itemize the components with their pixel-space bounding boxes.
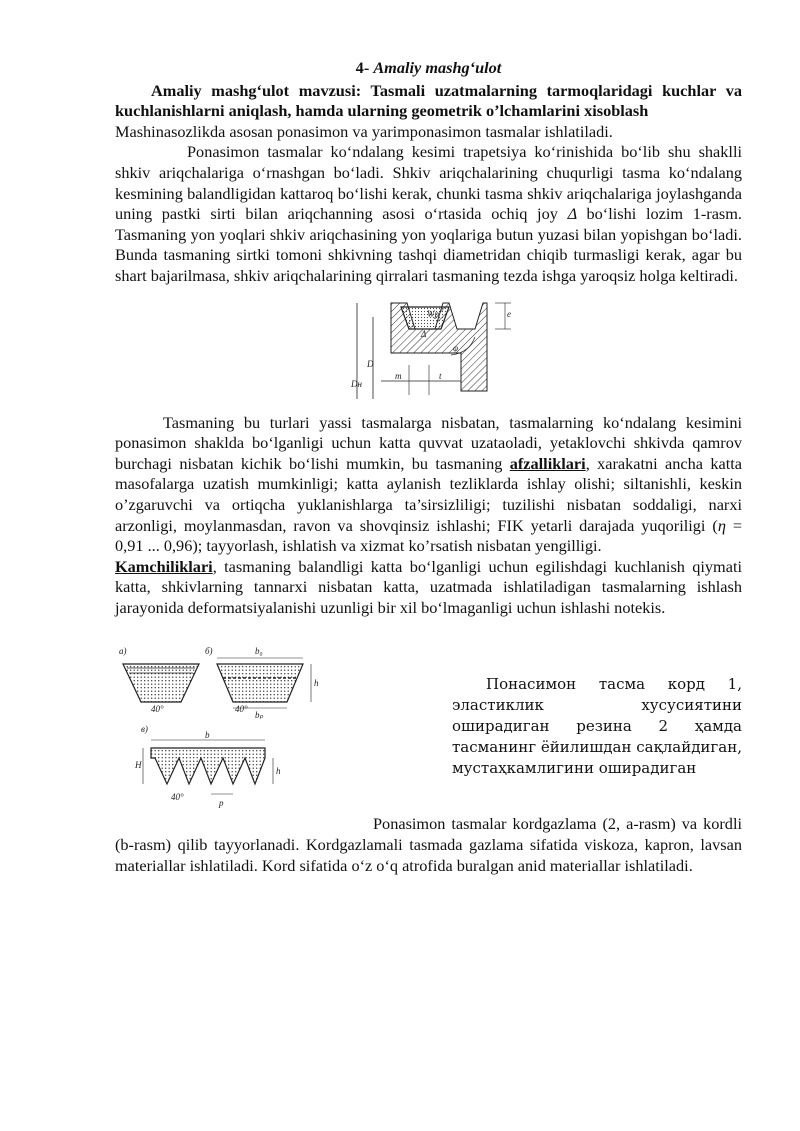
fig1-label-t: t	[439, 370, 442, 381]
fig1-label-Dn: Dн	[351, 378, 362, 389]
cyrillic-note: Понасимон тасма корд 1, эластиклик хусусиятини оширадиган резина 2 ҳамда тасманинг ёйилишдан сақлайдиган, мустаҳкамлигини оширадиган	[452, 675, 742, 778]
disadvantages-paragraph	[115, 557, 742, 619]
practice-heading	[115, 58, 742, 79]
advantages-intro: Tasmaning bu turlari yassi tasmalarga nisbatan, tasmalarning ko‘ndalang kesimini ponasimon shaklda bo‘lganligi uchun katta quvvat uzataoladi, yetaklovchi shkivda qamrov burchagi nisbatan kichik bo‘lishi mumkin, bu tasmaning	[115, 412, 742, 473]
fig2-label-b: б)	[205, 646, 213, 657]
topic-paragraph	[115, 81, 742, 122]
pulley-groove-figure	[351, 295, 516, 407]
disadvantages-keyword: Kamchiliklari	[115, 556, 213, 576]
fig2-angle-a: 40°	[151, 704, 164, 715]
intro-paragraph: Mashinasozlikda asosan ponasimon va yarimponasimon tasmalar ishlatiladi.	[115, 121, 613, 141]
fig1-label-delta: Δ	[421, 328, 427, 339]
fig2-label-v: в)	[141, 724, 148, 735]
belt-cross-section-figure	[115, 644, 365, 814]
fig2-label-a: а)	[119, 646, 127, 657]
fig1-label-wp: Wр	[427, 308, 439, 319]
advantages-paragraph	[115, 413, 742, 557]
fig1-label-e: e	[507, 308, 511, 319]
eta-symbol: η	[717, 515, 726, 535]
fig2-label-p: p	[219, 798, 224, 809]
cord-paragraph: Ponasimon tasmalar kordgazlama (2, a-rasm) va kordli (b-rasm) qilib tayyorlanadi. Kordgazlamali tasmada gazlama sifatida viskoza, kapron, lavsan materiallar ishlatiladi. Kord sifatida o‘z o‘q atrofida buralgan anid materiallar ishlatiladi.	[115, 814, 742, 875]
belt-section-figure-row	[115, 644, 742, 814]
fig2-label-h2: h	[276, 766, 281, 777]
paragraph-ponasimon	[115, 142, 742, 286]
fig2-label-b-width: b	[205, 730, 210, 741]
delta-symbol: Δ	[567, 204, 587, 224]
advantages-end: = 0,91 ... 0,96); tayyorlash, ishlatish va xizmat ko’rsatish nisbatan yengilligi.	[115, 515, 742, 556]
disadvantages-text: , tasmaning balandligi katta bo‘lganligi uchun egilishdagi kuchlanish qiymati katta, shkivlarning tannarxi nisbatan katta, uzatmada ishlatiladigan tasmalarning ishlash jarayonida deformatsiyalanishi uzunligi bir xil bo‘lmaganligi uchun ishlashi notekis.	[115, 556, 742, 617]
document-page	[115, 58, 742, 876]
paragraph-ponasimon-part1: Ponasimon tasmalar ko‘ndalang kesimi trapetsiya ko‘rinishida bo‘lib shu shaklli shkiv ariqchalariga o‘rnashgan bo‘ladi. Shkiv ariqchalarining chuqurligi tasma ko‘ndalang kesmining balandligidan kattaroq bo‘lishi kerak, chunki tasma shkiv ariqchalariga joylashganda uning pastki sirti bilan ariqchanning asosi o‘rtasida ochiq joy	[115, 142, 742, 224]
fig2-angle-b: 40°	[235, 704, 248, 715]
topic-label: Amaliy mashg‘ulot mavzusi:	[151, 80, 362, 100]
fig2-label-b0: b₀	[255, 646, 263, 657]
practice-title: Amaliy mashg‘ulot	[373, 58, 502, 77]
advantages-keyword: afzalliklari	[509, 453, 586, 473]
fig2-label-bp: bₚ	[255, 710, 264, 721]
fig1-label-phi: φ	[453, 342, 458, 353]
paragraph-ponasimon-part2: bo‘lishi lozim 1-rasm. Tasmaning yon yoqlari shkiv ariqchasining yon yoqlariga butun yuzasi bilan yopishgan bo‘ladi. Bunda tasmaning sirtki tomoni shkivning tashqi diametridan chiqib turmasligi kerak, agar bu shart bajarilmasa, shkiv ariqchalarining qirralari tasmaning tezda ishga yaroqsiz holga keltiradi.	[115, 204, 743, 285]
topic-text: Tasmali uzatmalarning tarmoqlaridagi kuchlar va kuchlanishlarni aniqlash, hamda ularning geometrik o’lchamlarini xisoblash	[115, 80, 742, 121]
fig1-label-m: m	[395, 370, 402, 381]
practice-number: 4-	[355, 58, 374, 77]
fig1-label-D: D	[367, 358, 374, 369]
fig2-label-H: H	[135, 760, 142, 771]
fig2-label-h: h	[314, 678, 319, 689]
advantages-text: , xarakatni ancha katta masofalarga uzatish mumkinligi; katta aylanish tezliklarda ishlay olishi; siltanishli, keskin o’zgaruvchi va ortiqcha yuklanishlarga ta’sirsizliligi; tuzilishi nisbatan soddaligi, narxi arzonligi, moylanmasdan, ravon va shovqinsiz ishlashi; FIK yetarli darajada yuqoriligi (	[115, 453, 743, 535]
fig2-angle-v: 40°	[171, 792, 184, 803]
